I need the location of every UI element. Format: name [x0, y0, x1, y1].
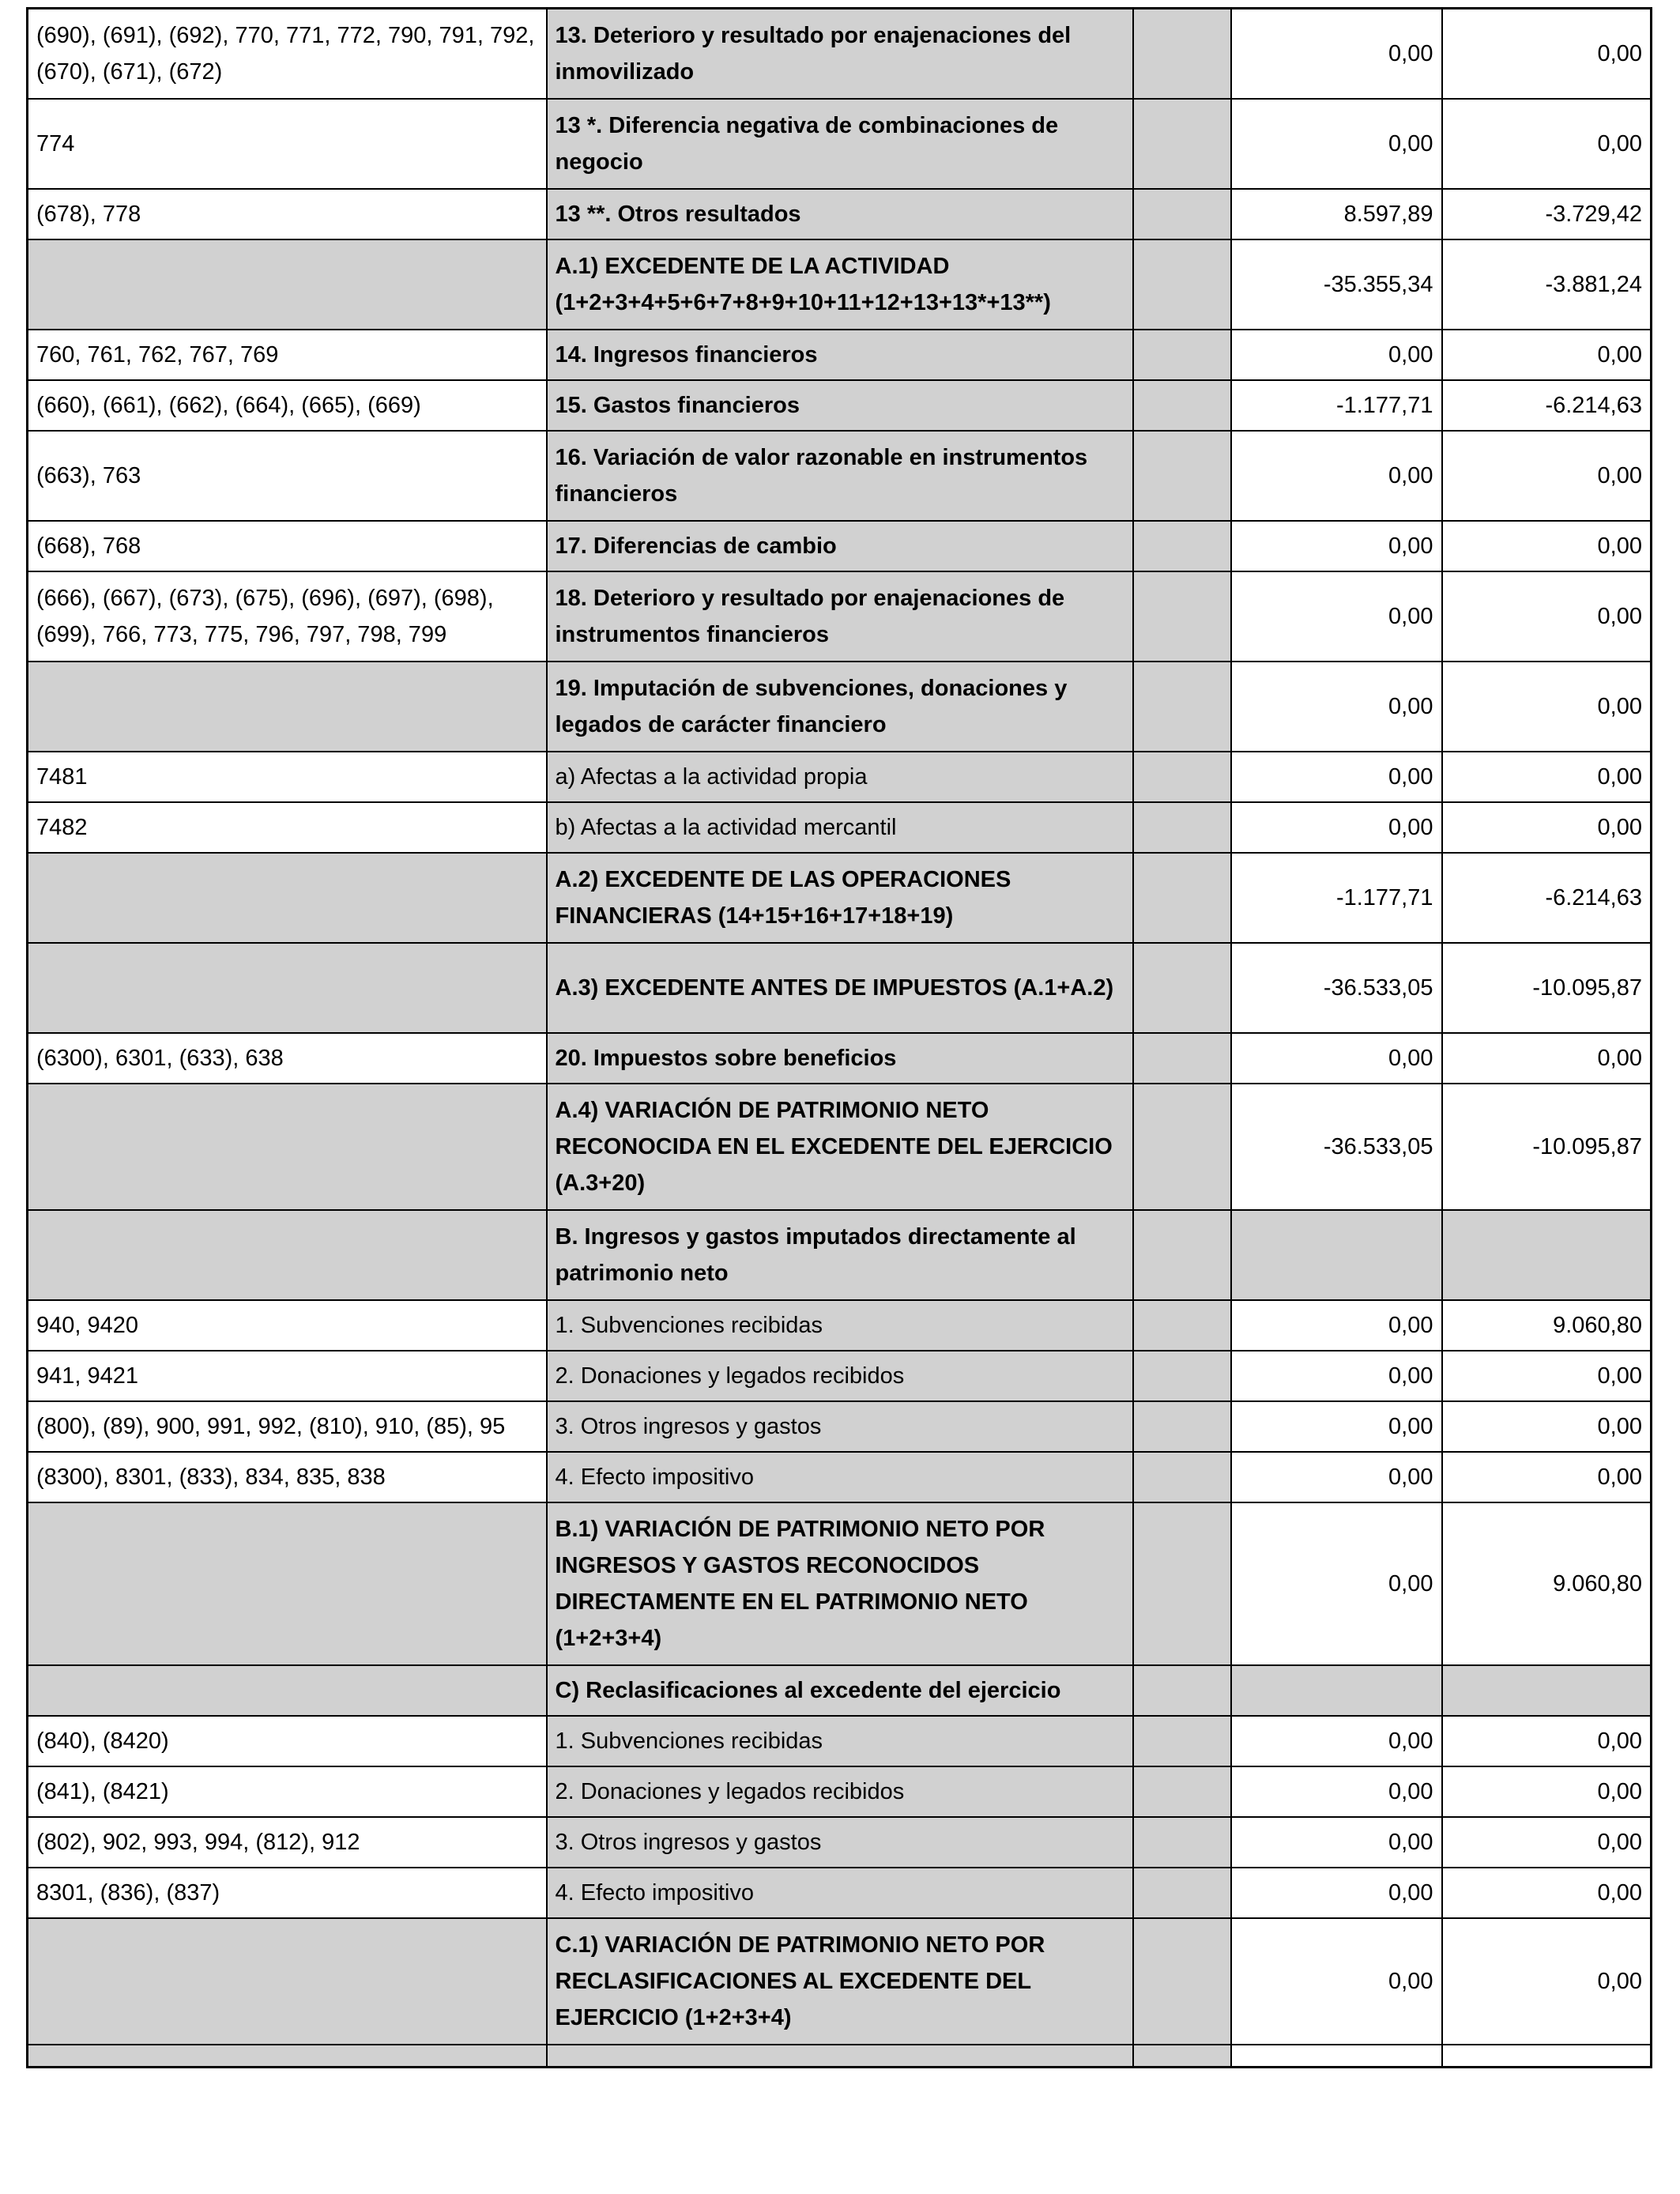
notes-cell	[1133, 1351, 1231, 1401]
prior-year-value: 0,00	[1442, 1918, 1652, 2045]
account-codes-cell: 7481	[28, 752, 547, 802]
account-codes-cell	[28, 1918, 547, 2045]
current-year-value: 0,00	[1231, 571, 1442, 662]
current-year-value: 0,00	[1231, 1766, 1442, 1817]
account-codes-cell: 760, 761, 762, 767, 769	[28, 330, 547, 380]
table-row	[28, 571, 1652, 662]
prior-year-value: 0,00	[1442, 662, 1652, 752]
current-year-value: 0,00	[1231, 431, 1442, 521]
current-year-value: -1.177,71	[1231, 380, 1442, 431]
account-codes-cell	[28, 1502, 547, 1665]
current-year-value: 8.597,89	[1231, 189, 1442, 239]
current-year-value: -36.533,05	[1231, 1084, 1442, 1210]
current-year-value: 0,00	[1231, 662, 1442, 752]
notes-cell	[1133, 99, 1231, 189]
current-year-value: -36.533,05	[1231, 943, 1442, 1033]
account-codes-cell: 8301, (836), (837)	[28, 1868, 547, 1918]
table-row	[28, 239, 1652, 330]
concept-cell: 15. Gastos financieros	[547, 380, 1133, 431]
prior-year-value: 0,00	[1442, 431, 1652, 521]
concept-cell: 4. Efecto impositivo	[547, 1452, 1133, 1502]
table-row	[28, 1817, 1652, 1868]
prior-year-value	[1442, 1665, 1652, 1716]
concept-cell: A.3) EXCEDENTE ANTES DE IMPUESTOS (A.1+A.2)	[547, 943, 1133, 1033]
current-year-value: 0,00	[1231, 330, 1442, 380]
account-codes-cell	[28, 1665, 547, 1716]
current-year-value	[1231, 1210, 1442, 1300]
prior-year-value: 0,00	[1442, 1817, 1652, 1868]
notes-cell	[1133, 1817, 1231, 1868]
concept-cell: 1. Subvenciones recibidas	[547, 1300, 1133, 1351]
notes-cell	[1133, 1452, 1231, 1502]
table-row	[28, 99, 1652, 189]
current-year-value: 0,00	[1231, 9, 1442, 100]
prior-year-value: 0,00	[1442, 1716, 1652, 1766]
current-year-value: -1.177,71	[1231, 853, 1442, 943]
current-year-value: 0,00	[1231, 1868, 1442, 1918]
current-year-value: 0,00	[1231, 1401, 1442, 1452]
table-row	[28, 431, 1652, 521]
notes-cell	[1133, 802, 1231, 853]
table-row	[28, 1351, 1652, 1401]
notes-cell	[1133, 752, 1231, 802]
concept-cell: 1. Subvenciones recibidas	[547, 1716, 1133, 1766]
table-row	[28, 853, 1652, 943]
notes-cell	[1133, 9, 1231, 100]
notes-cell	[1133, 189, 1231, 239]
notes-cell	[1133, 571, 1231, 662]
current-year-value: -35.355,34	[1231, 239, 1442, 330]
account-codes-cell: 940, 9420	[28, 1300, 547, 1351]
concept-cell: 4. Efecto impositivo	[547, 1868, 1133, 1918]
prior-year-value: -10.095,87	[1442, 1084, 1652, 1210]
account-codes-cell: (690), (691), (692), 770, 771, 772, 790, 791, 792, (670), (671), (672)	[28, 9, 547, 100]
empty-cell	[28, 2045, 547, 2068]
concept-cell: b) Afectas a la actividad mercantil	[547, 802, 1133, 853]
current-year-value: 0,00	[1231, 1033, 1442, 1084]
notes-cell	[1133, 380, 1231, 431]
account-codes-cell: (663), 763	[28, 431, 547, 521]
prior-year-value: 0,00	[1442, 1452, 1652, 1502]
table-row	[28, 752, 1652, 802]
current-year-value: 0,00	[1231, 521, 1442, 571]
empty-cell	[1442, 2045, 1652, 2068]
concept-cell: 2. Donaciones y legados recibidos	[547, 1351, 1133, 1401]
income-statement-table	[26, 7, 1652, 2068]
prior-year-value: 0,00	[1442, 1868, 1652, 1918]
prior-year-value: 0,00	[1442, 571, 1652, 662]
current-year-value: 0,00	[1231, 1817, 1442, 1868]
concept-cell: 18. Deterioro y resultado por enajenaciones de instrumentos financieros	[547, 571, 1133, 662]
table-row	[28, 1868, 1652, 1918]
current-year-value	[1231, 1665, 1442, 1716]
prior-year-value	[1442, 1210, 1652, 1300]
account-codes-cell: (678), 778	[28, 189, 547, 239]
account-codes-cell: (8300), 8301, (833), 834, 835, 838	[28, 1452, 547, 1502]
notes-cell	[1133, 330, 1231, 380]
concept-cell: A.4) VARIACIÓN DE PATRIMONIO NETO RECONOCIDA EN EL EXCEDENTE DEL EJERCICIO (A.3+20)	[547, 1084, 1133, 1210]
prior-year-value: 9.060,80	[1442, 1502, 1652, 1665]
current-year-value: 0,00	[1231, 752, 1442, 802]
notes-cell	[1133, 1766, 1231, 1817]
account-codes-cell	[28, 662, 547, 752]
concept-cell: 19. Imputación de subvenciones, donaciones y legados de carácter financiero	[547, 662, 1133, 752]
current-year-value: 0,00	[1231, 1300, 1442, 1351]
prior-year-value: -3.881,24	[1442, 239, 1652, 330]
current-year-value: 0,00	[1231, 1716, 1442, 1766]
prior-year-value: -10.095,87	[1442, 943, 1652, 1033]
account-codes-cell: (668), 768	[28, 521, 547, 571]
table-row	[28, 1502, 1652, 1665]
account-codes-cell	[28, 943, 547, 1033]
concept-cell: 20. Impuestos sobre beneficios	[547, 1033, 1133, 1084]
concept-cell: 13. Deterioro y resultado por enajenaciones del inmovilizado	[547, 9, 1133, 100]
account-codes-cell: (802), 902, 993, 994, (812), 912	[28, 1817, 547, 1868]
current-year-value: 0,00	[1231, 1351, 1442, 1401]
notes-cell	[1133, 1300, 1231, 1351]
empty-cell	[1133, 2045, 1231, 2068]
concept-cell: 2. Donaciones y legados recibidos	[547, 1766, 1133, 1817]
notes-cell	[1133, 1918, 1231, 2045]
prior-year-value: -6.214,63	[1442, 380, 1652, 431]
notes-cell	[1133, 1084, 1231, 1210]
table-row	[28, 380, 1652, 431]
notes-cell	[1133, 1665, 1231, 1716]
account-codes-cell	[28, 1210, 547, 1300]
concept-cell: A.1) EXCEDENTE DE LA ACTIVIDAD (1+2+3+4+5+6+7+8+9+10+11+12+13+13*+13**)	[547, 239, 1133, 330]
table-row	[28, 1665, 1652, 1716]
concept-cell: a) Afectas a la actividad propia	[547, 752, 1133, 802]
table-row	[28, 189, 1652, 239]
prior-year-value: 0,00	[1442, 802, 1652, 853]
concept-cell: B.1) VARIACIÓN DE PATRIMONIO NETO POR INGRESOS Y GASTOS RECONOCIDOS DIRECTAMENTE EN EL PATRIMONIO NETO (1+2+3+4)	[547, 1502, 1133, 1665]
table-row	[28, 1716, 1652, 1766]
notes-cell	[1133, 431, 1231, 521]
account-codes-cell: (660), (661), (662), (664), (665), (669)	[28, 380, 547, 431]
concept-cell: B. Ingresos y gastos imputados directamente al patrimonio neto	[547, 1210, 1133, 1300]
current-year-value: 0,00	[1231, 1452, 1442, 1502]
concept-cell: C.1) VARIACIÓN DE PATRIMONIO NETO POR RECLASIFICACIONES AL EXCEDENTE DEL EJERCICIO (1+2+3+4)	[547, 1918, 1133, 2045]
concept-cell: 16. Variación de valor razonable en instrumentos financieros	[547, 431, 1133, 521]
table-row	[28, 662, 1652, 752]
notes-cell	[1133, 521, 1231, 571]
table-row	[28, 1300, 1652, 1351]
concept-cell: A.2) EXCEDENTE DE LAS OPERACIONES FINANCIERAS (14+15+16+17+18+19)	[547, 853, 1133, 943]
account-codes-cell	[28, 239, 547, 330]
prior-year-value: 0,00	[1442, 99, 1652, 189]
concept-cell: 17. Diferencias de cambio	[547, 521, 1133, 571]
concept-cell: 13 *. Diferencia negativa de combinaciones de negocio	[547, 99, 1133, 189]
concept-cell: 13 **. Otros resultados	[547, 189, 1133, 239]
notes-cell	[1133, 853, 1231, 943]
notes-cell	[1133, 1716, 1231, 1766]
prior-year-value: 0,00	[1442, 330, 1652, 380]
table-row	[28, 1452, 1652, 1502]
prior-year-value: 0,00	[1442, 1351, 1652, 1401]
current-year-value: 0,00	[1231, 802, 1442, 853]
notes-cell	[1133, 1033, 1231, 1084]
table-row	[28, 1033, 1652, 1084]
account-codes-cell: (666), (667), (673), (675), (696), (697), (698), (699), 766, 773, 775, 796, 797, 798, 799	[28, 571, 547, 662]
table-row	[28, 1918, 1652, 2045]
table-row	[28, 1401, 1652, 1452]
prior-year-value: 0,00	[1442, 752, 1652, 802]
financial-statement-page	[26, 7, 1650, 2068]
empty-cell	[1231, 2045, 1442, 2068]
concept-cell: 3. Otros ingresos y gastos	[547, 1817, 1133, 1868]
notes-cell	[1133, 1502, 1231, 1665]
account-codes-cell: 774	[28, 99, 547, 189]
prior-year-value: 0,00	[1442, 1033, 1652, 1084]
table-row	[28, 330, 1652, 380]
account-codes-cell: 941, 9421	[28, 1351, 547, 1401]
prior-year-value: 0,00	[1442, 521, 1652, 571]
notes-cell	[1133, 1210, 1231, 1300]
current-year-value: 0,00	[1231, 99, 1442, 189]
prior-year-value: 9.060,80	[1442, 1300, 1652, 1351]
notes-cell	[1133, 943, 1231, 1033]
current-year-value: 0,00	[1231, 1918, 1442, 2045]
notes-cell	[1133, 1868, 1231, 1918]
prior-year-value: 0,00	[1442, 9, 1652, 100]
concept-cell: C) Reclasificaciones al excedente del ejercicio	[547, 1665, 1133, 1716]
table-row	[28, 1210, 1652, 1300]
empty-cell	[547, 2045, 1133, 2068]
notes-cell	[1133, 1401, 1231, 1452]
table-row	[28, 1084, 1652, 1210]
account-codes-cell: (800), (89), 900, 991, 992, (810), 910, (85), 95	[28, 1401, 547, 1452]
account-codes-cell: (840), (8420)	[28, 1716, 547, 1766]
account-codes-cell	[28, 853, 547, 943]
notes-cell	[1133, 239, 1231, 330]
account-codes-cell: 7482	[28, 802, 547, 853]
table-row	[28, 9, 1652, 100]
table-row-end	[28, 2045, 1652, 2068]
table-row	[28, 943, 1652, 1033]
table-row	[28, 1766, 1652, 1817]
table-body	[28, 9, 1652, 2068]
account-codes-cell: (6300), 6301, (633), 638	[28, 1033, 547, 1084]
account-codes-cell	[28, 1084, 547, 1210]
current-year-value: 0,00	[1231, 1502, 1442, 1665]
prior-year-value: 0,00	[1442, 1401, 1652, 1452]
prior-year-value: -3.729,42	[1442, 189, 1652, 239]
notes-cell	[1133, 662, 1231, 752]
concept-cell: 14. Ingresos financieros	[547, 330, 1133, 380]
prior-year-value: -6.214,63	[1442, 853, 1652, 943]
account-codes-cell: (841), (8421)	[28, 1766, 547, 1817]
concept-cell: 3. Otros ingresos y gastos	[547, 1401, 1133, 1452]
prior-year-value: 0,00	[1442, 1766, 1652, 1817]
table-row	[28, 521, 1652, 571]
table-row	[28, 802, 1652, 853]
